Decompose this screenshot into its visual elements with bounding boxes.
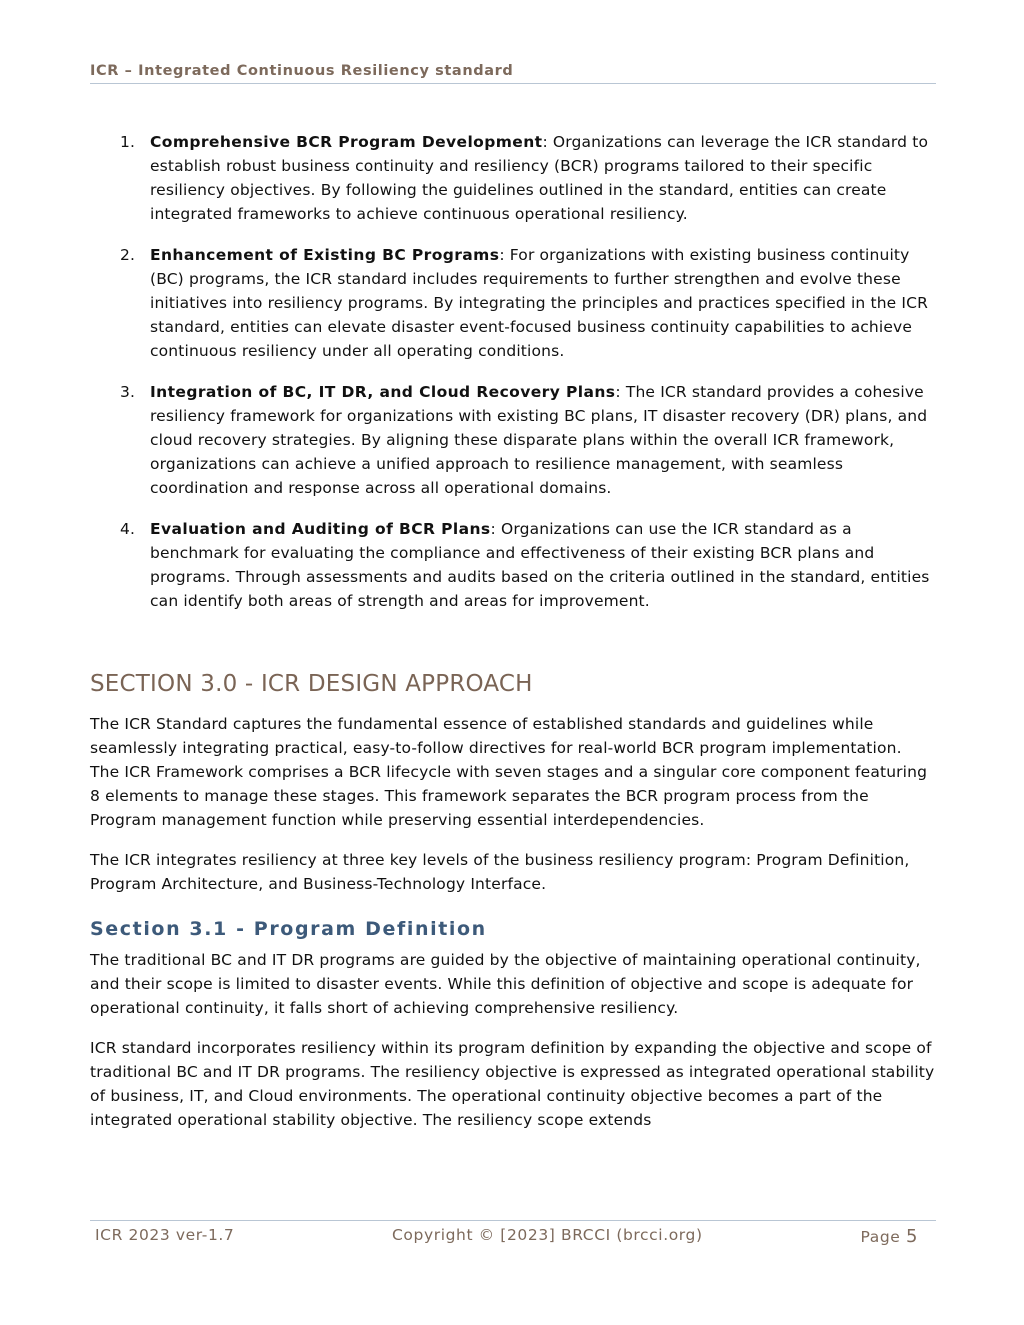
footer-page-number: 5 (905, 1226, 918, 1247)
footer-page (860, 1226, 918, 1247)
document-body (90, 130, 936, 1148)
subsection-paragraph: ICR standard incorporates resiliency within its program definition by expanding the objective and scope of traditional BC and IT DR programs. The resiliency objective is expressed as integrated operational stability of business, IT, and Cloud environments. The operational continuity objective becomes a part of the integrated operational stability objective. The resiliency scope extends (90, 1039, 935, 1129)
section-paragraph: The ICR Standard captures the fundamental essence of established standards and guidelines while seamlessly integrating practical, easy-to-follow directives for real-world BCR program implementation. The ICR Framework comprises a BCR lifecycle with seven stages and a singular core component featuring 8 elements to manage these stages. This framework separates the BCR program process from the Program management function while preserving essential interdependencies. (90, 715, 928, 829)
list-item-text: : For organizations with existing business continuity (BC) programs, the ICR standard includes requirements to further strengthen and evolve these initiatives into resiliency programs. By integrating the principles and practices specified in the ICR standard, entities can elevate disaster event-focused business continuity capabilities to achieve continuous resiliency under all operating conditions. (150, 246, 929, 360)
list-item-number: 1. (120, 133, 136, 151)
list-item-number: 4. (120, 520, 136, 538)
footer-copyright: Copyright © [2023] BRCCI (brcci.org) (392, 1226, 703, 1244)
list-item-text: : Organizations can leverage the ICR standard to establish robust business continuity and resiliency (BCR) programs tailored to their specific resiliency objectives. By following the guidelines outlined in the standard, entities can create integrated frameworks to achieve continuous operational resiliency. (150, 133, 929, 223)
page-footer (90, 1220, 936, 1251)
page-header (90, 60, 936, 84)
list-item (90, 130, 936, 226)
list-item-heading: Evaluation and Auditing of BCR Plans (150, 520, 491, 538)
footer-version: ICR 2023 ver-1.7 (95, 1226, 235, 1244)
subsection-paragraph: The traditional BC and IT DR programs are guided by the objective of maintaining operational continuity, and their scope is limited to disaster events. While this definition of objective and scope is adequate for operational continuity, it falls short of achieving comprehensive resiliency. (90, 951, 921, 1017)
list-item-heading: Enhancement of Existing BC Programs (150, 246, 500, 264)
header-title: ICR – Integrated Continuous Resiliency standard (90, 63, 514, 79)
footer-page-label: Page (860, 1228, 901, 1246)
section-paragraph: The ICR integrates resiliency at three key levels of the business resiliency program: Program Definition, Program Architecture, and Business-Technology Interface. (90, 851, 910, 893)
list-item (90, 517, 936, 613)
list-item (90, 243, 936, 363)
list-item (90, 380, 936, 500)
subsection-title: Section 3.1 - Program Definition (90, 918, 487, 940)
list-item-text: : The ICR standard provides a cohesive resiliency framework for organizations with existing BC plans, IT disaster recovery (DR) plans, and cloud recovery strategies. By aligning these disparate plans within the overall ICR framework, organizations can achieve a unified approach to resilience management, with seamless coordination and response across all operational domains. (150, 383, 928, 497)
list-item-number: 2. (120, 246, 136, 264)
list-item-number: 3. (120, 383, 136, 401)
list-item-heading: Integration of BC, IT DR, and Cloud Recovery Plans (150, 383, 616, 401)
list-item-heading: Comprehensive BCR Program Development (150, 133, 543, 151)
numbered-list (90, 130, 936, 613)
list-item-text: : Organizations can use the ICR standard as a benchmark for evaluating the compliance and effectiveness of their existing BCR plans and programs. Through assessments and audits based on the criteria outlined in the standard, entities can identify both areas of strength and areas for improvement. (150, 520, 930, 610)
section-title: SECTION 3.0 - ICR DESIGN APPROACH (90, 671, 533, 697)
